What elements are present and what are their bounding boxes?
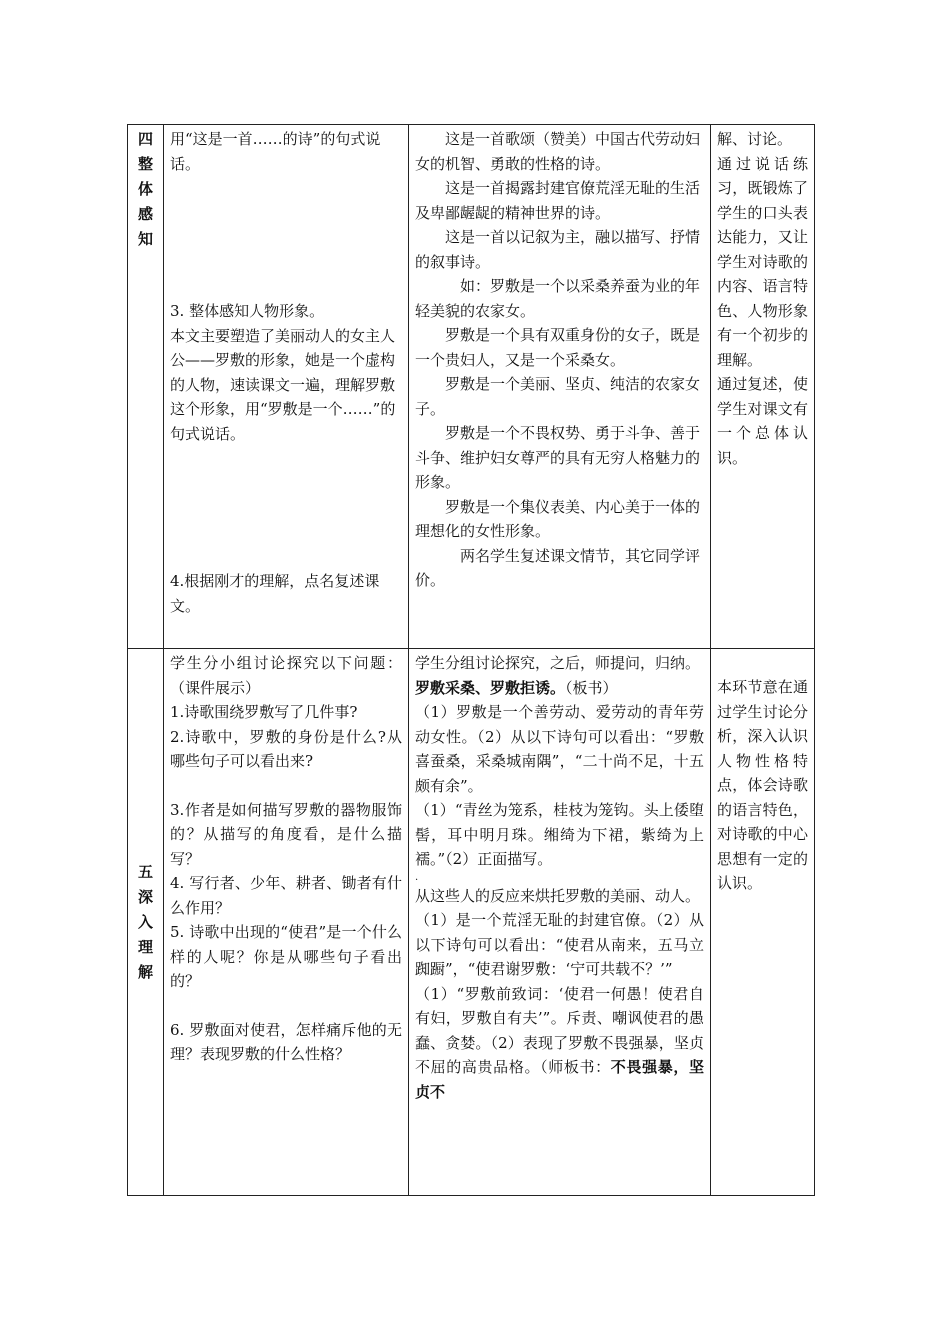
intent-text: 通过复述，使学生对课文有一个总体认识。 (717, 375, 808, 467)
stage-label (128, 125, 164, 649)
student-text: （1）罗敷是一个善劳动、爱劳动的青年劳动女性。（2）从以下诗句可以看出：“罗敷喜蚕桑，采桑城南隅”，“二十尚不足，十五颇有余”。 (415, 703, 704, 795)
teacher-text: 3.作者是如何描写罗敷的器物服饰的？从描写的角度看，是什么描写？ (170, 800, 402, 868)
student-text: 从这些人的反应来烘托罗敷的美丽、动人。 (415, 886, 701, 905)
teacher-activity-cell (164, 649, 409, 1196)
student-text (415, 982, 704, 1105)
teacher-activity-cell (164, 125, 409, 649)
student-text: 学生分组讨论探究，之后，师提问，归纳。 (415, 654, 701, 672)
student-text: 两名学生复述课文情节，其它同学评价。 (415, 546, 701, 589)
teacher-text: 5. 诗歌中出现的“使君”是一个什么样的人呢？你是从哪些句子看出的？ (170, 923, 402, 990)
stage-char: 四 (137, 130, 153, 148)
teacher-text: 4.根据刚才的理解，点名复述课文。 (170, 572, 380, 615)
stage-char: 整 (137, 155, 153, 173)
student-text: 罗敷是一个美丽、坚贞、纯洁的农家女子。 (415, 375, 701, 418)
stage-char: 深 (137, 887, 153, 906)
student-text: 如：罗敷是一个以采桑养蚕为业的年轻美貌的农家女。 (415, 277, 701, 320)
student-text: 这是一首以记叙为主，融以描写、抒情的叙事诗。 (415, 228, 701, 271)
teacher-text: 1.诗歌围绕罗敷写了几件事? (170, 703, 358, 721)
board-text-bold: 罗敷采桑、罗敷拒诱。 (415, 678, 566, 697)
student-activity-cell (409, 125, 711, 649)
teacher-text: 用“这是一首……的诗”的句式说话。 (170, 130, 381, 173)
teacher-text: 2.诗歌中，罗敷的身份是什么?从哪些句子可以看出来? (170, 727, 402, 770)
student-text: 这是一首揭露封建官僚荒淫无耻的生活及卑鄙龌龊的精神世界的诗。 (415, 179, 701, 222)
student-text: （1）“青丝为笼系，桂枝为笼钩。头上倭堕髻，耳中明月珠。缃绮为下裙，紫绮为上襦。”（2）正面描写。 (415, 801, 704, 868)
stage-char: 感 (137, 205, 153, 223)
stage-label (128, 649, 164, 1196)
stray-dot: . (415, 871, 419, 883)
lesson-plan-table (127, 124, 815, 1196)
student-text: 这是一首歌颂（赞美）中国古代劳动妇女的机智、勇敢的性格的诗。 (415, 130, 701, 173)
student-text: 罗敷是一个具有双重身份的女子，既是一个贵妇人，又是一个采桑女。 (415, 326, 701, 369)
board-note (415, 676, 704, 701)
intent-text: 本环节意在通过学生讨论分析，深入认识人物性格特点，体会诗歌的语言特色，对诗歌的中心思想有一定的认识。 (717, 678, 808, 892)
row-deep-understanding (128, 649, 815, 1196)
intent-text: 通过说话练习，既锻炼了学生的口头表达能力，又让学生对诗歌的内容、语言特色、人物形象有一个初步的理解。 (717, 154, 808, 369)
teacher-text: 6. 罗敷面对使君，怎样痛斥他的无理？表现罗敷的什么性格？ (170, 1020, 402, 1063)
design-intent-cell (711, 125, 815, 649)
board-text-bold: 不畏强暴，坚贞不 (415, 1058, 704, 1101)
design-intent-cell (711, 649, 815, 1196)
stage-char: 理 (137, 937, 153, 956)
student-text: 罗敷是一个集仪表美、内心美于一体的理想化的女性形象。 (415, 497, 701, 540)
intent-text: 解、讨论。 (717, 130, 793, 148)
stage-char: 知 (137, 230, 153, 248)
student-answer-5: （1）“罗敷前致词：‘使君一何愚！使君自有妇，罗敷自有夫’”。斥责、嘲讽使君的愚蠢、贪婪。（2）表现了罗敷不畏强暴，坚贞不屈的高贵品格。（师板书： (415, 984, 704, 1076)
stage-char: 体 (137, 180, 153, 198)
stage-char: 五 (137, 862, 153, 881)
student-activity-cell (409, 649, 711, 1196)
teacher-text: 4. 写行者、少年、耕者、锄者有什么作用？ (170, 874, 402, 917)
stage-char: 解 (137, 962, 153, 981)
student-text: （1）是一个荒淫无耻的封建官僚。（2）从以下诗句可以看出：“使君从南来，五马立踟蹰”，“使君谢罗敷：‘宁可共载不？’” (415, 911, 704, 978)
teacher-text: 学生分小组讨论探究以下问题：（课件展示） (170, 654, 402, 697)
row-overall-perception (128, 125, 815, 649)
student-text: 罗敷是一个不畏权势、勇于斗争、善于斗争、维护妇女尊严的具有无穷人格魅力的形象。 (415, 424, 701, 491)
teacher-text: 3. 整体感知人物形象。 (170, 302, 325, 320)
teacher-text: 本文主要塑造了美丽动人的女主人公——罗敷的形象，她是一个虚构的人物，速读课文一遍，理解罗敷这个形象，用“罗敷是一个……”的句式说话。 (170, 326, 396, 443)
stage-char: 入 (137, 912, 153, 931)
board-text-note: （板书） (565, 678, 618, 697)
